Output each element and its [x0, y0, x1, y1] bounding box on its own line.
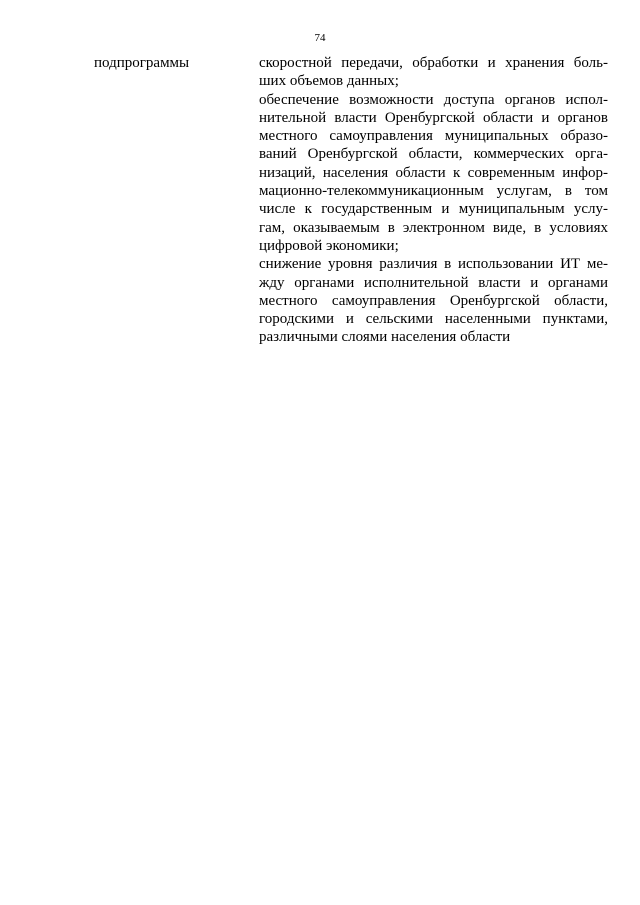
content-line: жду органами исполнительной власти и органами: [259, 274, 608, 291]
content-line: низаций, населения области к современным инфор-: [259, 164, 608, 181]
content-line: различными слоями населения области: [259, 329, 511, 346]
content-line: скоростной передачи, обработки и хранения боль-: [259, 55, 608, 71]
content-line: местного самоуправления Оренбургской области,: [259, 292, 608, 309]
content-line: гам, оказываемым в электронном виде, в условиях: [259, 219, 608, 236]
content-line: ваний Оренбургской области, коммерческих орга-: [259, 146, 608, 163]
content-line: цифровой экономики;: [259, 237, 399, 254]
content-line: ших объемов данных;: [259, 73, 399, 90]
content-line: числе к государственным и муниципальным услу-: [259, 201, 608, 218]
content-line: городскими и сельскими населенными пунктами,: [259, 311, 608, 328]
row-content: [259, 54, 608, 347]
content-line: снижение уровня различия в использовании ИТ ме-: [259, 256, 608, 273]
content-line: нительной власти Оренбургской области и органов: [259, 109, 608, 126]
content-line: обеспечение возможности доступа органов испол-: [259, 91, 608, 108]
row-label: подпрограммы: [94, 55, 190, 71]
content-line: местного самоуправления муниципальных образо-: [259, 128, 608, 145]
page-number: 74: [314, 32, 326, 44]
content-line: мационно-телекоммуникационным услугам, в том: [259, 183, 608, 200]
